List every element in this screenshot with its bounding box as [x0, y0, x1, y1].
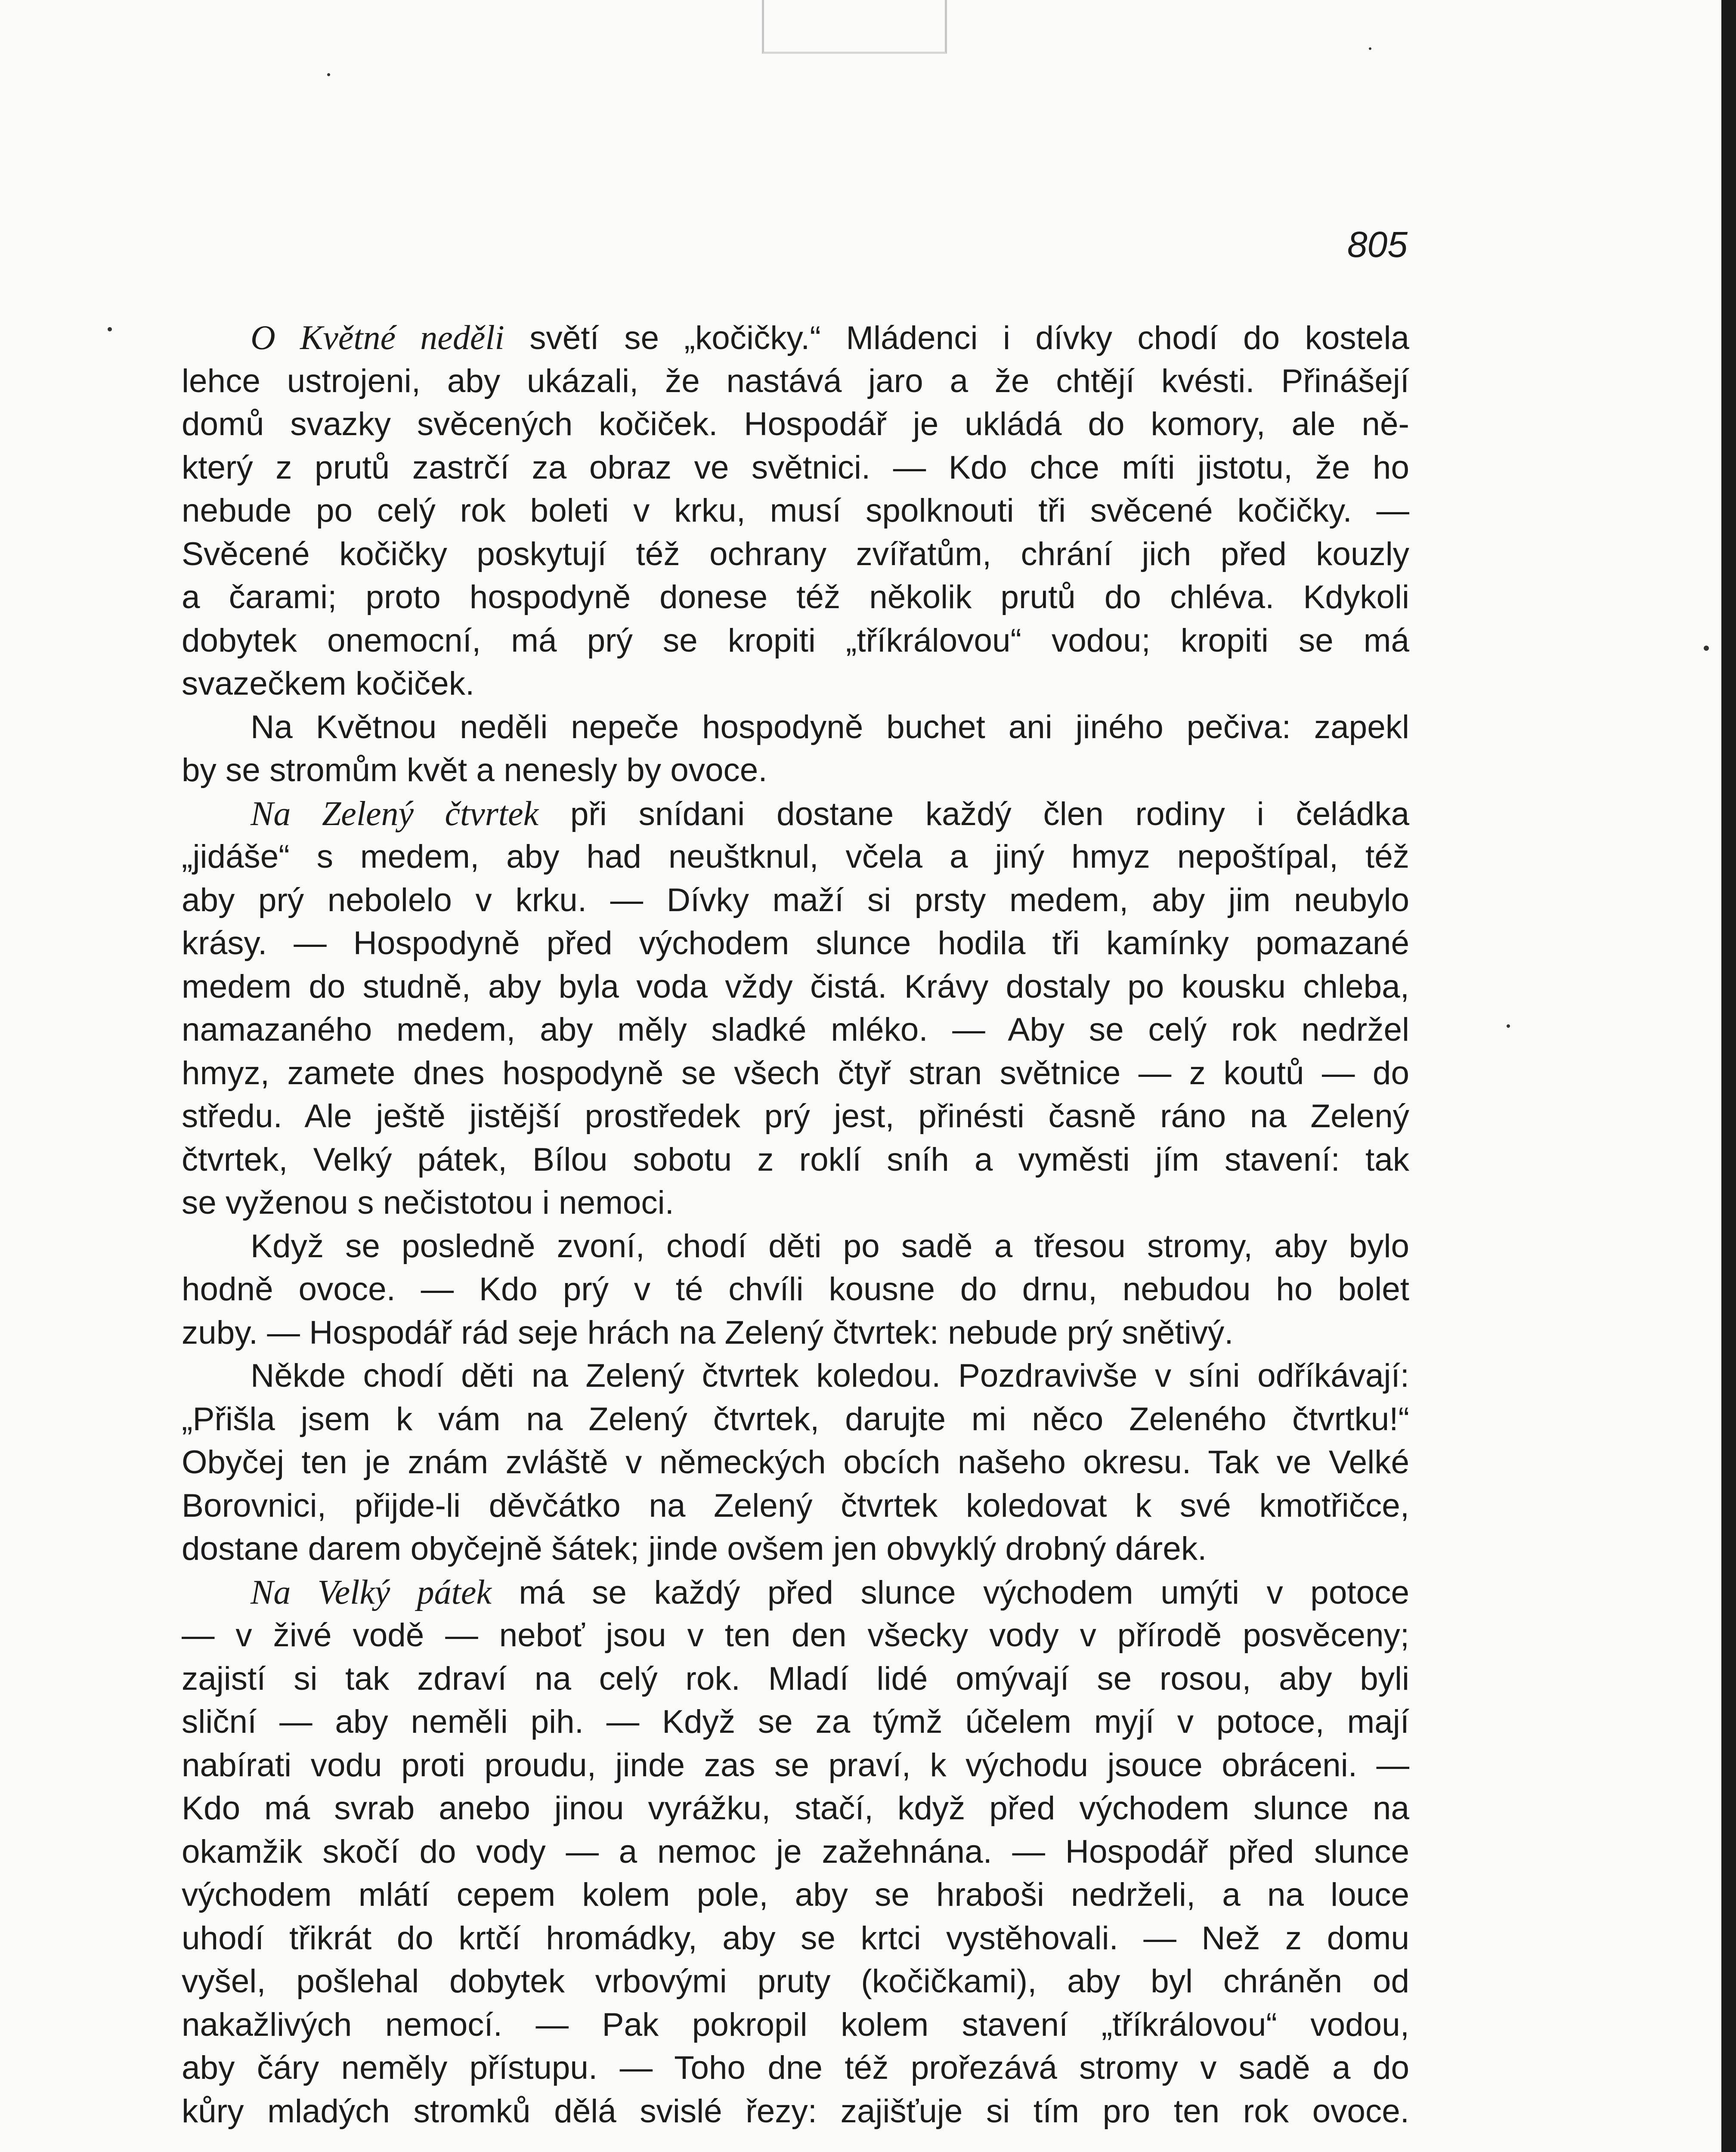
text-line-content: Obyčej ten je znám zvláště v německých obcích našeho okresu. Tak ve Velké [182, 1444, 1409, 1481]
text-line [182, 1484, 1409, 1528]
text-line [182, 2004, 1409, 2047]
text-line-content: namazaného medem, aby měly sladké mléko. — Aby se celý rok nedržel [182, 1011, 1409, 1048]
text-line [182, 922, 1409, 965]
text-line-content: hodně ovoce. — Kdo prý v té chvíli kousne do drnu, nebudou ho bolet [182, 1271, 1409, 1308]
text-line-content: Někde chodí děti na Zelený čtvrtek koledou. Pozdravivše v síni odříkávají: [251, 1357, 1409, 1394]
text-line [182, 1268, 1409, 1311]
text-line [182, 1095, 1409, 1138]
text-line [182, 1657, 1409, 1701]
text-line [182, 576, 1409, 619]
text-line [182, 749, 1409, 792]
text-line-content: má se každý před slunce východem umýti v potoce [491, 1574, 1409, 1611]
text-line [182, 1311, 1409, 1355]
text-line [182, 533, 1409, 576]
text-line [182, 1441, 1409, 1484]
scan-tab-mark [762, 0, 947, 54]
text-line-content: medem do studně, aby byla voda vždy čistá. Krávy dostaly po kousku chleba, [182, 968, 1409, 1005]
speck [108, 327, 112, 331]
text-line [182, 403, 1409, 446]
italic-heading: Na Zelený čtvrtek [251, 795, 539, 833]
text-line-content: by se stromům květ a nenesly by ovoce. [182, 752, 767, 788]
text-line [182, 1787, 1409, 1830]
text-line [182, 792, 1409, 836]
text-line-content: svazečkem kočiček. [182, 665, 475, 702]
text-line [182, 1571, 1409, 1614]
text-line [182, 1052, 1409, 1095]
text-line-content: nakažlivých nemocí. — Pak pokropil kolem stavení „tříkrálovou“ vodou, [182, 2006, 1409, 2043]
text-line [182, 446, 1409, 490]
text-line-content: a čarami; proto hospodyně donese též několik prutů do chléva. Kdykoli [182, 579, 1409, 615]
text-line [182, 360, 1409, 403]
text-line [182, 1008, 1409, 1052]
text-line [182, 1701, 1409, 1744]
text-line [182, 316, 1409, 360]
text-line-content: východem mlátí cepem kolem pole, aby se hraboši nedrželi, a na louce [182, 1877, 1409, 1913]
text-line-content: okamžik skočí do vody — a nemoc je zažehnána. — Hospodář před slunce [182, 1833, 1409, 1870]
text-line [182, 1830, 1409, 1874]
text-line-content: nebude po celý rok boleti v krku, musí spolknouti tři svěcené kočičky. — [182, 492, 1409, 529]
text-line [182, 2090, 1409, 2133]
text-line-content: domů svazky svěcených kočiček. Hospodář je ukládá do komory, ale ně- [182, 406, 1409, 442]
text-line [182, 1398, 1409, 1441]
text-line-content: lehce ustrojeni, aby ukázali, že nastává jaro a že chtějí kvésti. Přinášejí [182, 362, 1409, 399]
text-line [182, 1527, 1409, 1571]
text-line-content: Borovnici, přijde-li děvčátko na Zelený čtvrtek koledovat k své kmotřičce, [182, 1487, 1409, 1524]
text-line-content: aby čáry neměly přístupu. — Toho dne též prořezává stromy v sadě a do [182, 2050, 1409, 2086]
text-line [182, 965, 1409, 1009]
text-line [182, 2047, 1409, 2090]
text-line-content: sliční — aby neměli pih. — Když se za týmž účelem myjí v potoce, mají [182, 1704, 1409, 1740]
text-line-content: aby prý nebolelo v krku. — Dívky maží si prsty medem, aby jim neubylo [182, 881, 1409, 918]
text-line [182, 662, 1409, 706]
text-line-content: dobytek onemocní, má prý se kropiti „tříkrálovou“ vodou; kropiti se má [182, 622, 1409, 659]
italic-heading: O Květné neděli [251, 319, 504, 357]
italic-heading: Na Velký pátek [251, 1573, 492, 1611]
text-line-content: se vyženou s nečistotou i nemoci. [182, 1184, 674, 1221]
text-line-content: Svěcené kočičky poskytují též ochrany zvířatům, chrání jich před kouzly [182, 535, 1409, 572]
text-line-content: krásy. — Hospodyně před východem slunce hodila tři kamínky pomazané [182, 925, 1409, 962]
text-line [182, 1354, 1409, 1398]
text-line-content: Na Květnou neděli nepeče hospodyně buchet ani jiného pečiva: zapekl [251, 708, 1409, 745]
text-line-content: světí se „kočičky.“ Mládenci i dívky chodí do kostela [504, 320, 1409, 356]
text-line [182, 1614, 1409, 1657]
text-line-content: vyšel, pošlehal dobytek vrbovými pruty (kočičkami), aby byl chráněn od [182, 1963, 1409, 2000]
speck [327, 73, 330, 76]
text-line [182, 489, 1409, 533]
text-line [182, 1138, 1409, 1182]
text-line [182, 706, 1409, 749]
speck [1704, 646, 1709, 651]
text-line-content: Kdo má svrab anebo jinou vyrážku, stačí, když před východem slunce na [182, 1790, 1409, 1827]
body-text [182, 316, 1409, 2133]
scan-right-edge [1721, 0, 1736, 2152]
text-line-content: nabírati vodu proti proudu, jinde zas se praví, k východu jsouce obráceni. — [182, 1747, 1409, 1784]
speck [1507, 1024, 1510, 1028]
text-line [182, 1874, 1409, 1917]
text-line [182, 1744, 1409, 1787]
text-line [182, 835, 1409, 879]
text-line-content: Když se posledně zvoní, chodí děti po sadě a třesou stromy, aby bylo [251, 1228, 1409, 1265]
text-line-content: při snídani dostane každý člen rodiny i čeládka [538, 795, 1409, 832]
text-line-content: „Přišla jsem k vám na Zelený čtvrtek, darujte mi něco Zeleného čtvrtku!“ [182, 1401, 1409, 1438]
text-line [182, 1181, 1409, 1225]
text-line-content: čtvrtek, Velký pátek, Bílou sobotu z roklí sníh a vyměsti jím stavení: tak [182, 1141, 1409, 1178]
text-line-content: který z prutů zastrčí za obraz ve světnici. — Kdo chce míti jistotu, že ho [182, 449, 1409, 486]
text-line [182, 619, 1409, 663]
text-line-content: dostane darem obyčejně šátek; jinde ovšem jen obvyklý drobný dárek. [182, 1531, 1207, 1567]
text-line [182, 1917, 1409, 1960]
text-line-content: zuby. — Hospodář rád seje hrách na Zelený čtvrtek: nebude prý snětivý. [182, 1314, 1234, 1351]
text-line [182, 1225, 1409, 1268]
text-line-content: středu. Ale ještě jistější prostředek prý jest, přinésti časně ráno na Zelený [182, 1098, 1409, 1135]
page-number: 805 [1347, 224, 1408, 265]
text-line-content: zajistí si tak zdraví na celý rok. Mladí lidé omývají se rosou, aby byli [182, 1660, 1409, 1697]
text-line [182, 1960, 1409, 2004]
text-line-content: „jidáše“ s medem, aby had neuštknul, včela a jiný hmyz nepoštípal, též [182, 838, 1409, 875]
speck [1369, 47, 1371, 50]
text-line-content: kůry mladých stromků dělá svislé řezy: zajišťuje si tím pro ten rok ovoce. [182, 2093, 1409, 2130]
text-line-content: uhodí třikrát do krtčí hromádky, aby se krtci vystěhovali. — Než z domu [182, 1920, 1409, 1957]
text-line-content: hmyz, zamete dnes hospodyně se všech čtyř stran světnice — z koutů — do [182, 1054, 1409, 1091]
text-line-content: — v živé vodě — neboť jsou v ten den všecky vody v přírodě posvěceny; [182, 1617, 1409, 1654]
text-line [182, 879, 1409, 922]
